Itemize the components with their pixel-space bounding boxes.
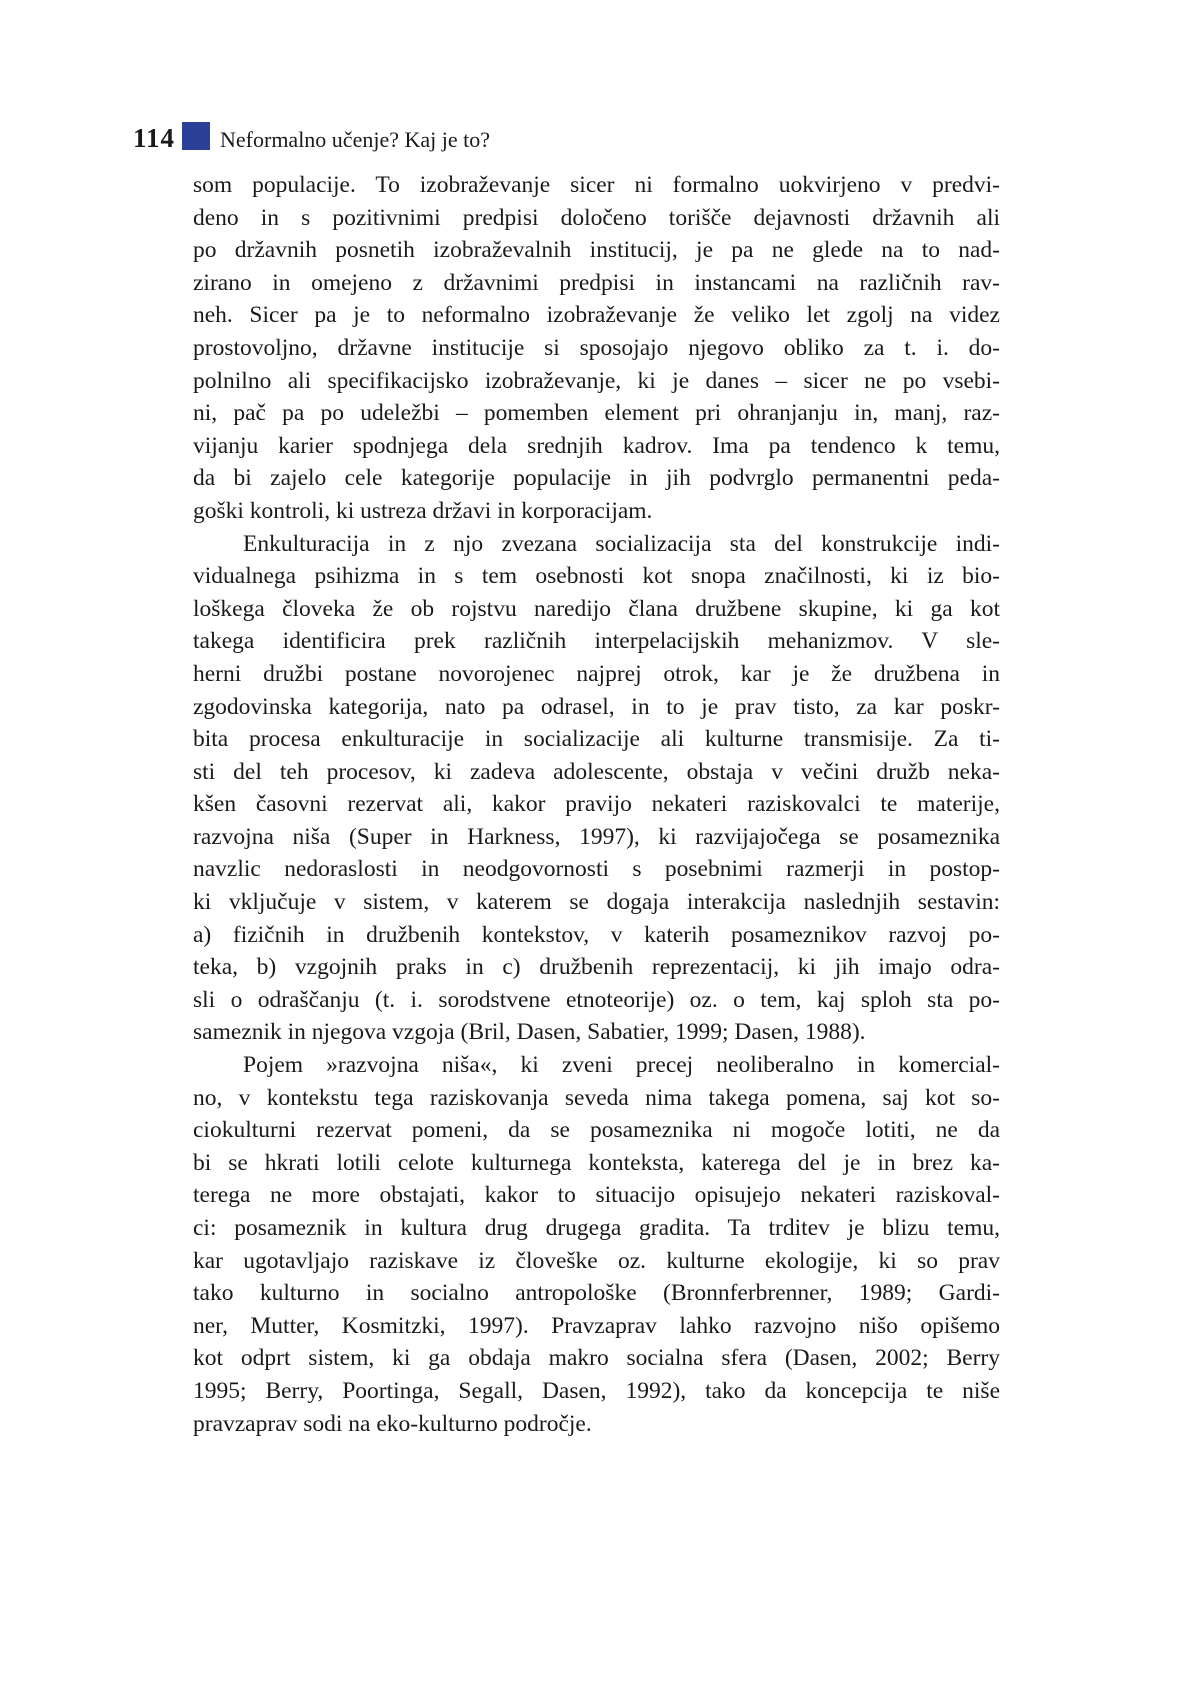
text-line bbox=[193, 1049, 1000, 1082]
page-number: 114 bbox=[133, 123, 176, 153]
text-line bbox=[193, 267, 1000, 300]
text-line-content: ci: posameznik in kultura drug drugega gradita. Ta trditev je blizu temu, bbox=[193, 1215, 1000, 1241]
text-line-content: bita procesa enkulturacije in socializacije ali kulturne transmisije. Za ti- bbox=[193, 726, 1000, 753]
text-line bbox=[193, 1016, 1000, 1049]
text-line bbox=[193, 560, 1000, 593]
text-line-content: terega ne more obstajati, kakor to situacijo opisujejo nekateri raziskoval- bbox=[193, 1182, 1000, 1209]
text-line-content: kšen časovni rezervat ali, kakor pravijo nekateri raziskovalci te materije, bbox=[193, 791, 1000, 818]
text-line-content: tako kulturno in socialno antropološke (Bronnferbrenner, 1989; Gardi- bbox=[193, 1280, 1000, 1307]
text-line-content: no, v kontekstu tega raziskovanja seveda nima takega pomena, saj kot so- bbox=[193, 1084, 1000, 1111]
text-line bbox=[193, 658, 1000, 691]
paragraph bbox=[193, 528, 1000, 1050]
text-line bbox=[193, 202, 1000, 235]
text-line bbox=[193, 1082, 1000, 1115]
text-line-content: ni, pač pa po udeležbi – pomemben element pri ohranjanju in, manj, raz- bbox=[193, 400, 1000, 427]
text-line-content: 1995; Berry, Poortinga, Segall, Dasen, 1992), tako da koncepcija te niše bbox=[193, 1377, 1000, 1404]
paragraph bbox=[193, 1049, 1000, 1440]
text-line bbox=[193, 169, 1000, 202]
text-line bbox=[193, 528, 1000, 561]
text-line-content: a) fizičnih in družbenih kontekstov, v katerih posameznikov razvoj po- bbox=[193, 921, 1000, 948]
text-line bbox=[193, 951, 1000, 984]
text-line bbox=[193, 691, 1000, 724]
text-line-content: Enkulturacija in z njo zvezana socializacija sta del konstrukcije indi- bbox=[243, 530, 1000, 557]
text-line bbox=[193, 1179, 1000, 1212]
text-line-content: vijanju karier spodnjega dela srednjih kadrov. Ima pa tendenco k temu, bbox=[193, 432, 1000, 459]
text-line bbox=[193, 756, 1000, 789]
text-line bbox=[193, 788, 1000, 821]
text-line bbox=[193, 1310, 1000, 1343]
text-line-content: razvojna niša (Super in Harkness, 1997), ki razvijajočega se posameznika bbox=[193, 823, 1000, 850]
text-line-content: po državnih posnetih izobraževalnih institucij, je pa ne glede na to nad- bbox=[193, 237, 1000, 264]
text-line-content: takega identificira prek različnih interpelacijskih mehanizmov. V sle- bbox=[193, 628, 1000, 655]
text-line-content: pravzaprav sodi na eko-kulturno področje. bbox=[193, 1410, 592, 1437]
text-line-content: ciokulturni rezervat pomeni, da se posameznika ni mogoče lotiti, ne da bbox=[193, 1117, 1000, 1144]
text-line bbox=[193, 593, 1000, 626]
text-line-content: sameznik in njegova vzgoja (Bril, Dasen, Sabatier, 1999; Dasen, 1988). bbox=[193, 1019, 866, 1046]
text-line bbox=[193, 495, 1000, 528]
text-line-content: vidualnega psihizma in s tem osebnosti kot snopa značilnosti, ki iz bio- bbox=[193, 563, 1000, 590]
paragraph bbox=[193, 169, 1000, 528]
text-line-content: navzlic nedoraslosti in neodgovornosti s posebnimi razmerji in postop- bbox=[193, 856, 1000, 883]
text-line-content: prostovoljno, državne institucije si sposojajo njegovo obliko za t. i. do- bbox=[193, 334, 1000, 361]
text-line bbox=[193, 1277, 1000, 1310]
text-line bbox=[193, 1147, 1000, 1180]
text-line-content: teka, b) vzgojnih praks in c) družbenih reprezentacij, ki jih imajo odra- bbox=[193, 954, 1000, 981]
text-line-content: Pojem »razvojna niša«, ki zveni precej neoliberalno in komercial- bbox=[243, 1052, 1000, 1079]
text-line bbox=[193, 462, 1000, 495]
text-line-content: ner, Mutter, Kosmitzki, 1997). Pravzaprav lahko razvojno nišo opišemo bbox=[193, 1312, 1000, 1339]
text-line bbox=[193, 1212, 1000, 1245]
text-line-content: som populacije. To izobraževanje sicer ni formalno uokvirjeno v predvi- bbox=[193, 172, 1000, 198]
text-line-content: polnilno ali specifikacijsko izobraževanje, ki je danes – sicer ne po vsebi- bbox=[193, 367, 1000, 394]
text-line bbox=[193, 821, 1000, 854]
header-square-ornament bbox=[182, 122, 210, 150]
text-line bbox=[193, 1245, 1000, 1278]
text-line bbox=[193, 365, 1000, 398]
text-line bbox=[193, 397, 1000, 430]
text-line-content: zirano in omejeno z državnimi predpisi in instancami na različnih rav- bbox=[193, 269, 1000, 296]
text-line bbox=[193, 984, 1000, 1017]
text-line-content: herni družbi postane novorojenec najprej otrok, kar je že družbena in bbox=[193, 660, 1000, 687]
text-line-content: ki vključuje v sistem, v katerem se dogaja interakcija naslednjih sestavin: bbox=[193, 889, 1000, 916]
text-line bbox=[193, 1114, 1000, 1147]
text-line-content: deno in s pozitivnimi predpisi določeno torišče dejavnosti državnih ali bbox=[193, 204, 1000, 231]
text-line-content: zgodovinska kategorija, nato pa odrasel, in to je prav tisto, za kar poskr- bbox=[193, 693, 1000, 720]
text-line bbox=[193, 234, 1000, 267]
text-line bbox=[193, 1342, 1000, 1375]
text-line-content: kot odprt sistem, ki ga obdaja makro socialna sfera (Dasen, 2002; Berry bbox=[193, 1345, 1000, 1372]
text-line bbox=[193, 430, 1000, 463]
text-line-content: neh. Sicer pa je to neformalno izobraževanje že veliko let zgolj na videz bbox=[193, 302, 1000, 329]
text-line bbox=[193, 332, 1000, 365]
running-header bbox=[133, 116, 490, 152]
text-line bbox=[193, 1375, 1000, 1408]
text-line-content: sli o odraščanju (t. i. sorodstvene etnoteorije) oz. o tem, kaj sploh sta po- bbox=[193, 986, 1000, 1013]
text-line-content: bi se hkrati lotili celote kulturnega konteksta, katerega del je in brez ka- bbox=[193, 1149, 1000, 1176]
text-line-content: goški kontroli, ki ustreza državi in korporacijam. bbox=[193, 497, 653, 524]
text-line bbox=[193, 853, 1000, 886]
text-line bbox=[193, 299, 1000, 332]
text-line bbox=[193, 919, 1000, 952]
text-line bbox=[193, 886, 1000, 919]
running-title: Neformalno učenje? Kaj je to? bbox=[220, 127, 490, 152]
text-line bbox=[193, 625, 1000, 658]
text-line-content: sti del teh procesov, ki zadeva adolescente, obstaja v večini družb neka- bbox=[193, 758, 1000, 785]
body-text bbox=[193, 169, 1000, 1440]
text-line bbox=[193, 1408, 1000, 1441]
text-line-content: da bi zajelo cele kategorije populacije in jih podvrglo permanentni peda- bbox=[193, 465, 1000, 492]
text-line-content: kar ugotavljajo raziskave iz človeške oz. kulturne ekologije, ki so prav bbox=[193, 1247, 1000, 1274]
text-line-content: loškega človeka že ob rojstvu naredijo člana družbene skupine, ki ga kot bbox=[193, 595, 1000, 622]
text-line bbox=[193, 723, 1000, 756]
